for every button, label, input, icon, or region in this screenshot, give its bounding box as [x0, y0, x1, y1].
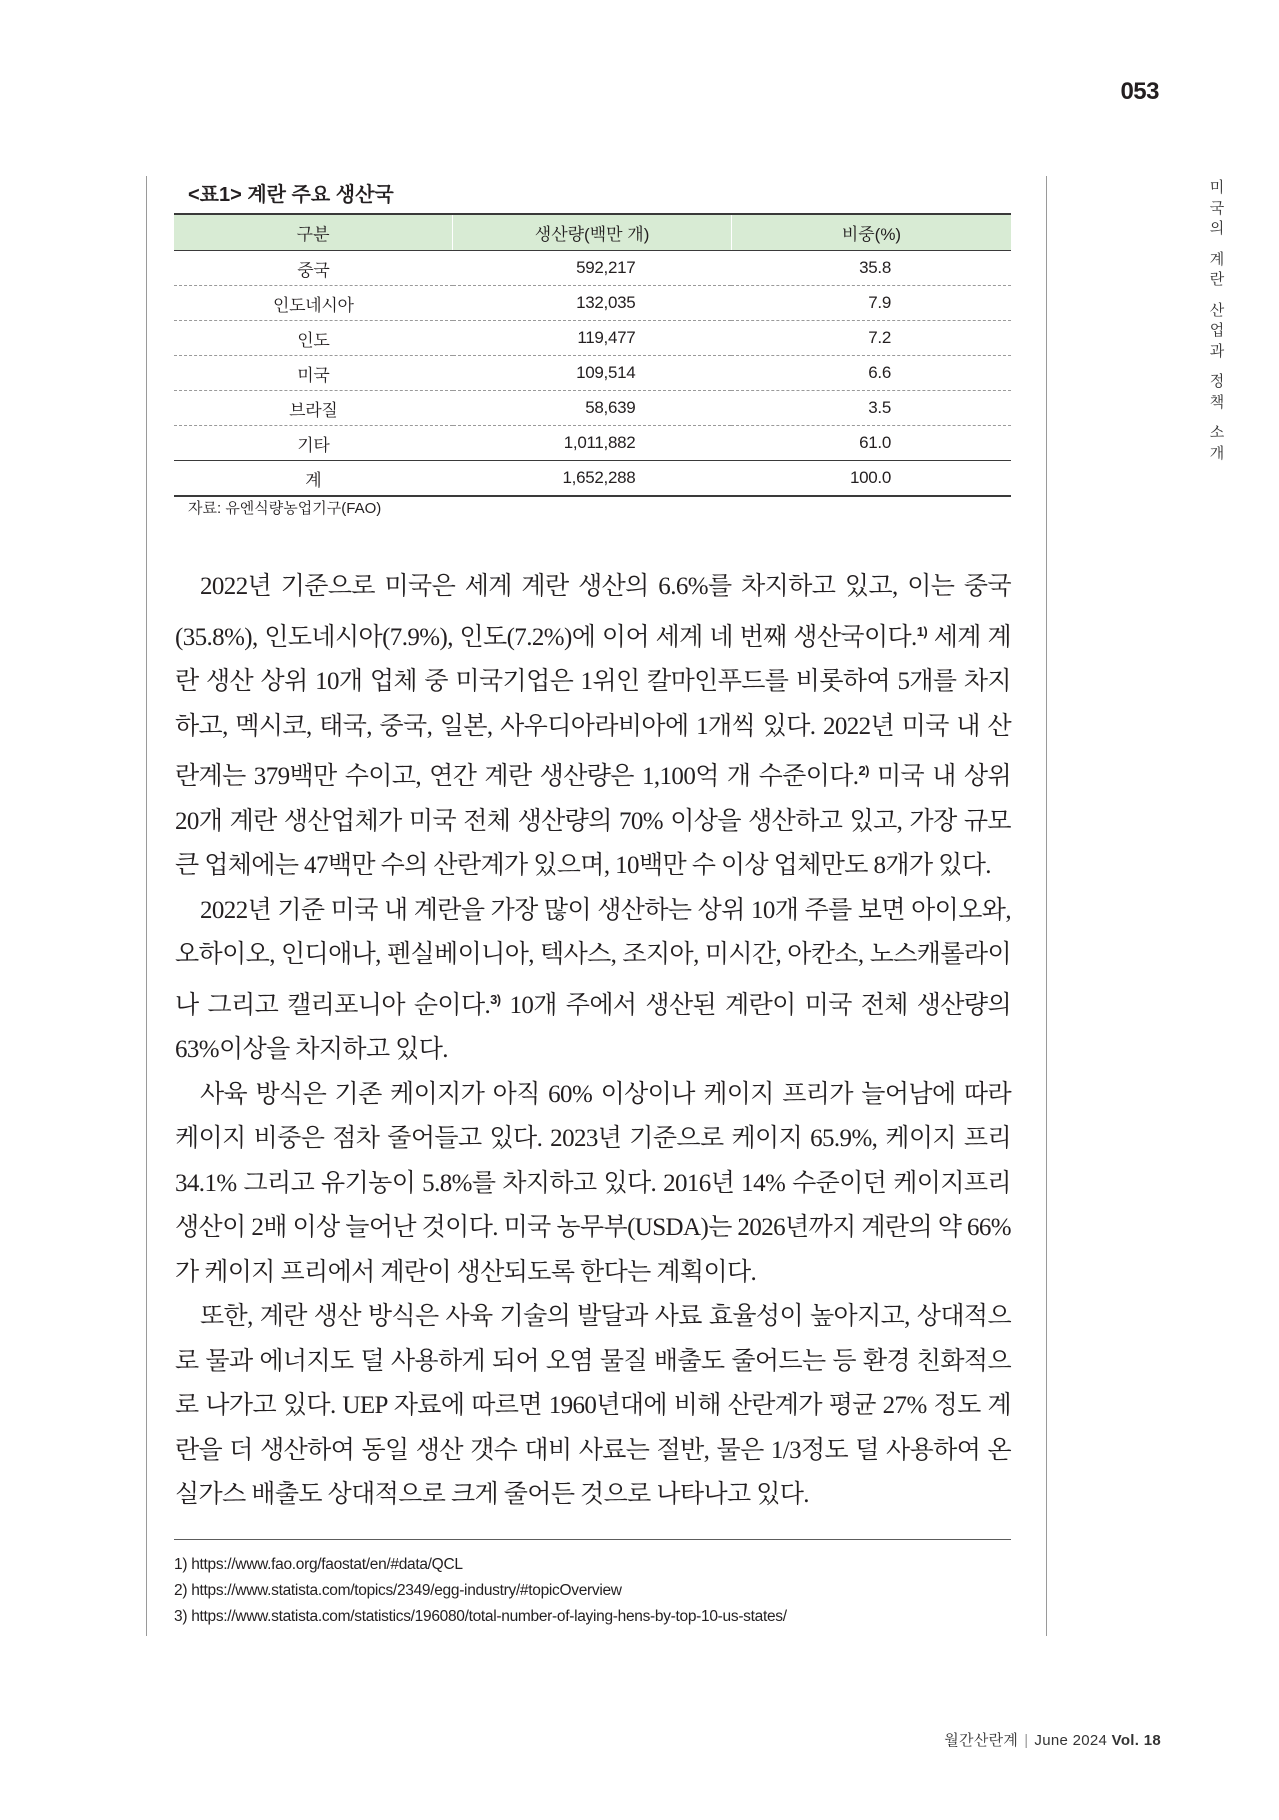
issue-date: June 2024: [1034, 1732, 1108, 1749]
table-row: [174, 321, 1011, 356]
side-title-char: 란: [1209, 271, 1225, 288]
share-cell: 7.9: [731, 286, 1011, 321]
side-section-title: [1207, 178, 1227, 464]
table-header-row: [174, 214, 1011, 251]
production-cell: 119,477: [453, 321, 732, 356]
production-cell: 109,514: [453, 356, 732, 391]
production-cell: 132,035: [453, 286, 732, 321]
table-row: [174, 356, 1011, 391]
production-cell: 1,011,882: [563, 433, 636, 452]
total-share-cell: 100.0: [731, 461, 1011, 497]
table-row: [174, 426, 1011, 461]
footnote-marker: 2): [858, 763, 869, 778]
right-margin-rule: [1046, 176, 1047, 1636]
country-cell: 기타: [297, 435, 330, 455]
table-caption: <표1> 계란 주요 생산국: [188, 184, 394, 206]
paragraph: 2022년 기준 미국 내 계란을 가장 많이 생산하는 상위 10개 주를 보면 아이오와, 오하이오, 인디애나, 펜실베이니아, 텍사스, 조지아, 미시간, 아칸소, 노스캐롤라이나 그리고 캘리포니아 순이다.$^{3)}$ 10개 주에서 생산된 계란이 미국 전체 생산량의 63%이상을 차지하고 있다.: [175, 896, 1011, 1063]
footnote-divider: [174, 1539, 1011, 1540]
side-title-char: 책: [1209, 393, 1225, 411]
article-body: [175, 565, 1011, 1518]
country-cell: 중국: [174, 251, 453, 286]
total-label-cell: 계: [174, 461, 453, 497]
page-number: 053: [1120, 78, 1159, 105]
share-cell: 61.0: [859, 433, 891, 452]
country-cell: 인도네시아: [174, 286, 453, 321]
share-cell: 6.6: [731, 356, 1011, 391]
footnote-item: 2) https://www.statista.com/topics/2349/egg-industry/#topicOverview: [174, 1582, 622, 1599]
table-row: [174, 391, 1011, 426]
paragraph: 2022년 기준으로 미국은 세계 계란 생산의 6.6%를 차지하고 있고, 이는 중국(35.8%), 인도네시아(7.9%), 인도(7.2%)에 이어 세계 네 번째 생산국이다.$^{1)}$ 세계 계란 생산 상위 10개 업체 중 미국기업은 1위인 칼마인푸드를 비롯하여 5개를 차지하고, 멕시코, 태국, 중국, 일본, 사우디아라비아에 1개씩 있다. 2022년 미국 내 산란계는 379백만 수이고, 연간 계란 생산량은 1,100억 개 수준이다.$^{2)}$ 미국 내 상위 20개 계란 생산업체가 미국 전체 생산량의 70% 이상을 생산하고 있고, 가장 규모 큰 업체에는 47백만 수의 산란계가 있으며, 10백만 수 이상 업체만도 8개가 있다.: [175, 573, 1012, 879]
side-title-char: 산: [1209, 301, 1225, 319]
issue-volume: Vol. 18: [1111, 1732, 1161, 1749]
country-cell: 인도: [174, 321, 453, 356]
column-header: 구분: [174, 214, 453, 251]
side-title-char: 정: [1209, 373, 1225, 390]
table-row: [174, 251, 1011, 286]
side-title-char: 의: [1209, 220, 1225, 237]
column-header: 생산량(백만 개): [453, 214, 732, 251]
footnote-item: 1) https://www.fao.org/faostat/en/#data/QCL: [174, 1556, 463, 1573]
egg-production-table: [174, 213, 1011, 497]
country-cell: 미국: [174, 356, 453, 391]
share-cell: 3.5: [731, 391, 1011, 426]
side-title-char: 미: [1209, 179, 1225, 196]
page-footer: 월간산란계 | June 2024 Vol. 18: [944, 1732, 1161, 1749]
side-title-char: 개: [1209, 444, 1225, 462]
side-title-char: 업: [1209, 322, 1225, 339]
production-cell: 58,639: [453, 391, 732, 426]
column-header: 비중(%): [731, 214, 1011, 251]
share-cell: 35.8: [731, 251, 1011, 286]
total-production-cell: 1,652,288: [453, 461, 732, 497]
footnote-marker: 1): [916, 623, 928, 639]
side-title-char: 계: [1209, 250, 1225, 268]
table-row: [174, 286, 1011, 321]
side-title-char: 소: [1209, 424, 1225, 441]
country-cell: 브라질: [174, 391, 453, 426]
footnote-marker: 3): [490, 991, 501, 1007]
share-cell: 7.2: [731, 321, 1011, 356]
side-title-char: 국: [1209, 199, 1225, 217]
left-margin-rule: [146, 176, 147, 1636]
paragraph: 또한, 계란 생산 방식은 사육 기술의 발달과 사료 효율성이 높아지고, 상대적으로 물과 에너지도 덜 사용하게 되어 오염 물질 배출도 줄어드는 등 환경 친화적으로 나가고 있다. UEP 자료에 따르면 1960년대에 비해 산란계가 평균 27% 정도 계란을 더 생산하여 동일 생산 갯수 대비 사료는 절반, 물은 1/3정도 덜 사용하여 온실가스 배출도 상대적으로 크게 줄어든 것으로 나타나고 있다.: [175, 1303, 1011, 1508]
magazine-name: 월간산란계: [944, 1732, 1019, 1749]
side-title-char: 과: [1209, 342, 1225, 360]
footnotes: [174, 1552, 787, 1630]
footnote-item: 3) https://www.statista.com/statistics/196080/total-number-of-laying-hens-by-top-10-us-states/: [174, 1608, 787, 1625]
table-source-note: 자료: 유엔식량농업기구(FAO): [188, 500, 382, 517]
paragraph: 사육 방식은 기존 케이지가 아직 60% 이상이나 케이지 프리가 늘어남에 따라 케이지 비중은 점차 줄어들고 있다. 2023년 기준으로 케이지 65.9%, 케이지 프리 34.1% 그리고 유기농이 5.8%를 차지하고 있다. 2016년 14% 수준이던 케이지프리 생산이 2배 이상 늘어난 것이다. 미국 농무부(USDA)는 2026년까지 계란의 약 66%가 케이지 프리에서 계란이 생산되도록 한다는 계획이다.: [175, 1080, 1011, 1286]
production-cell: 592,217: [453, 251, 732, 286]
table-total-row: [174, 461, 1011, 497]
